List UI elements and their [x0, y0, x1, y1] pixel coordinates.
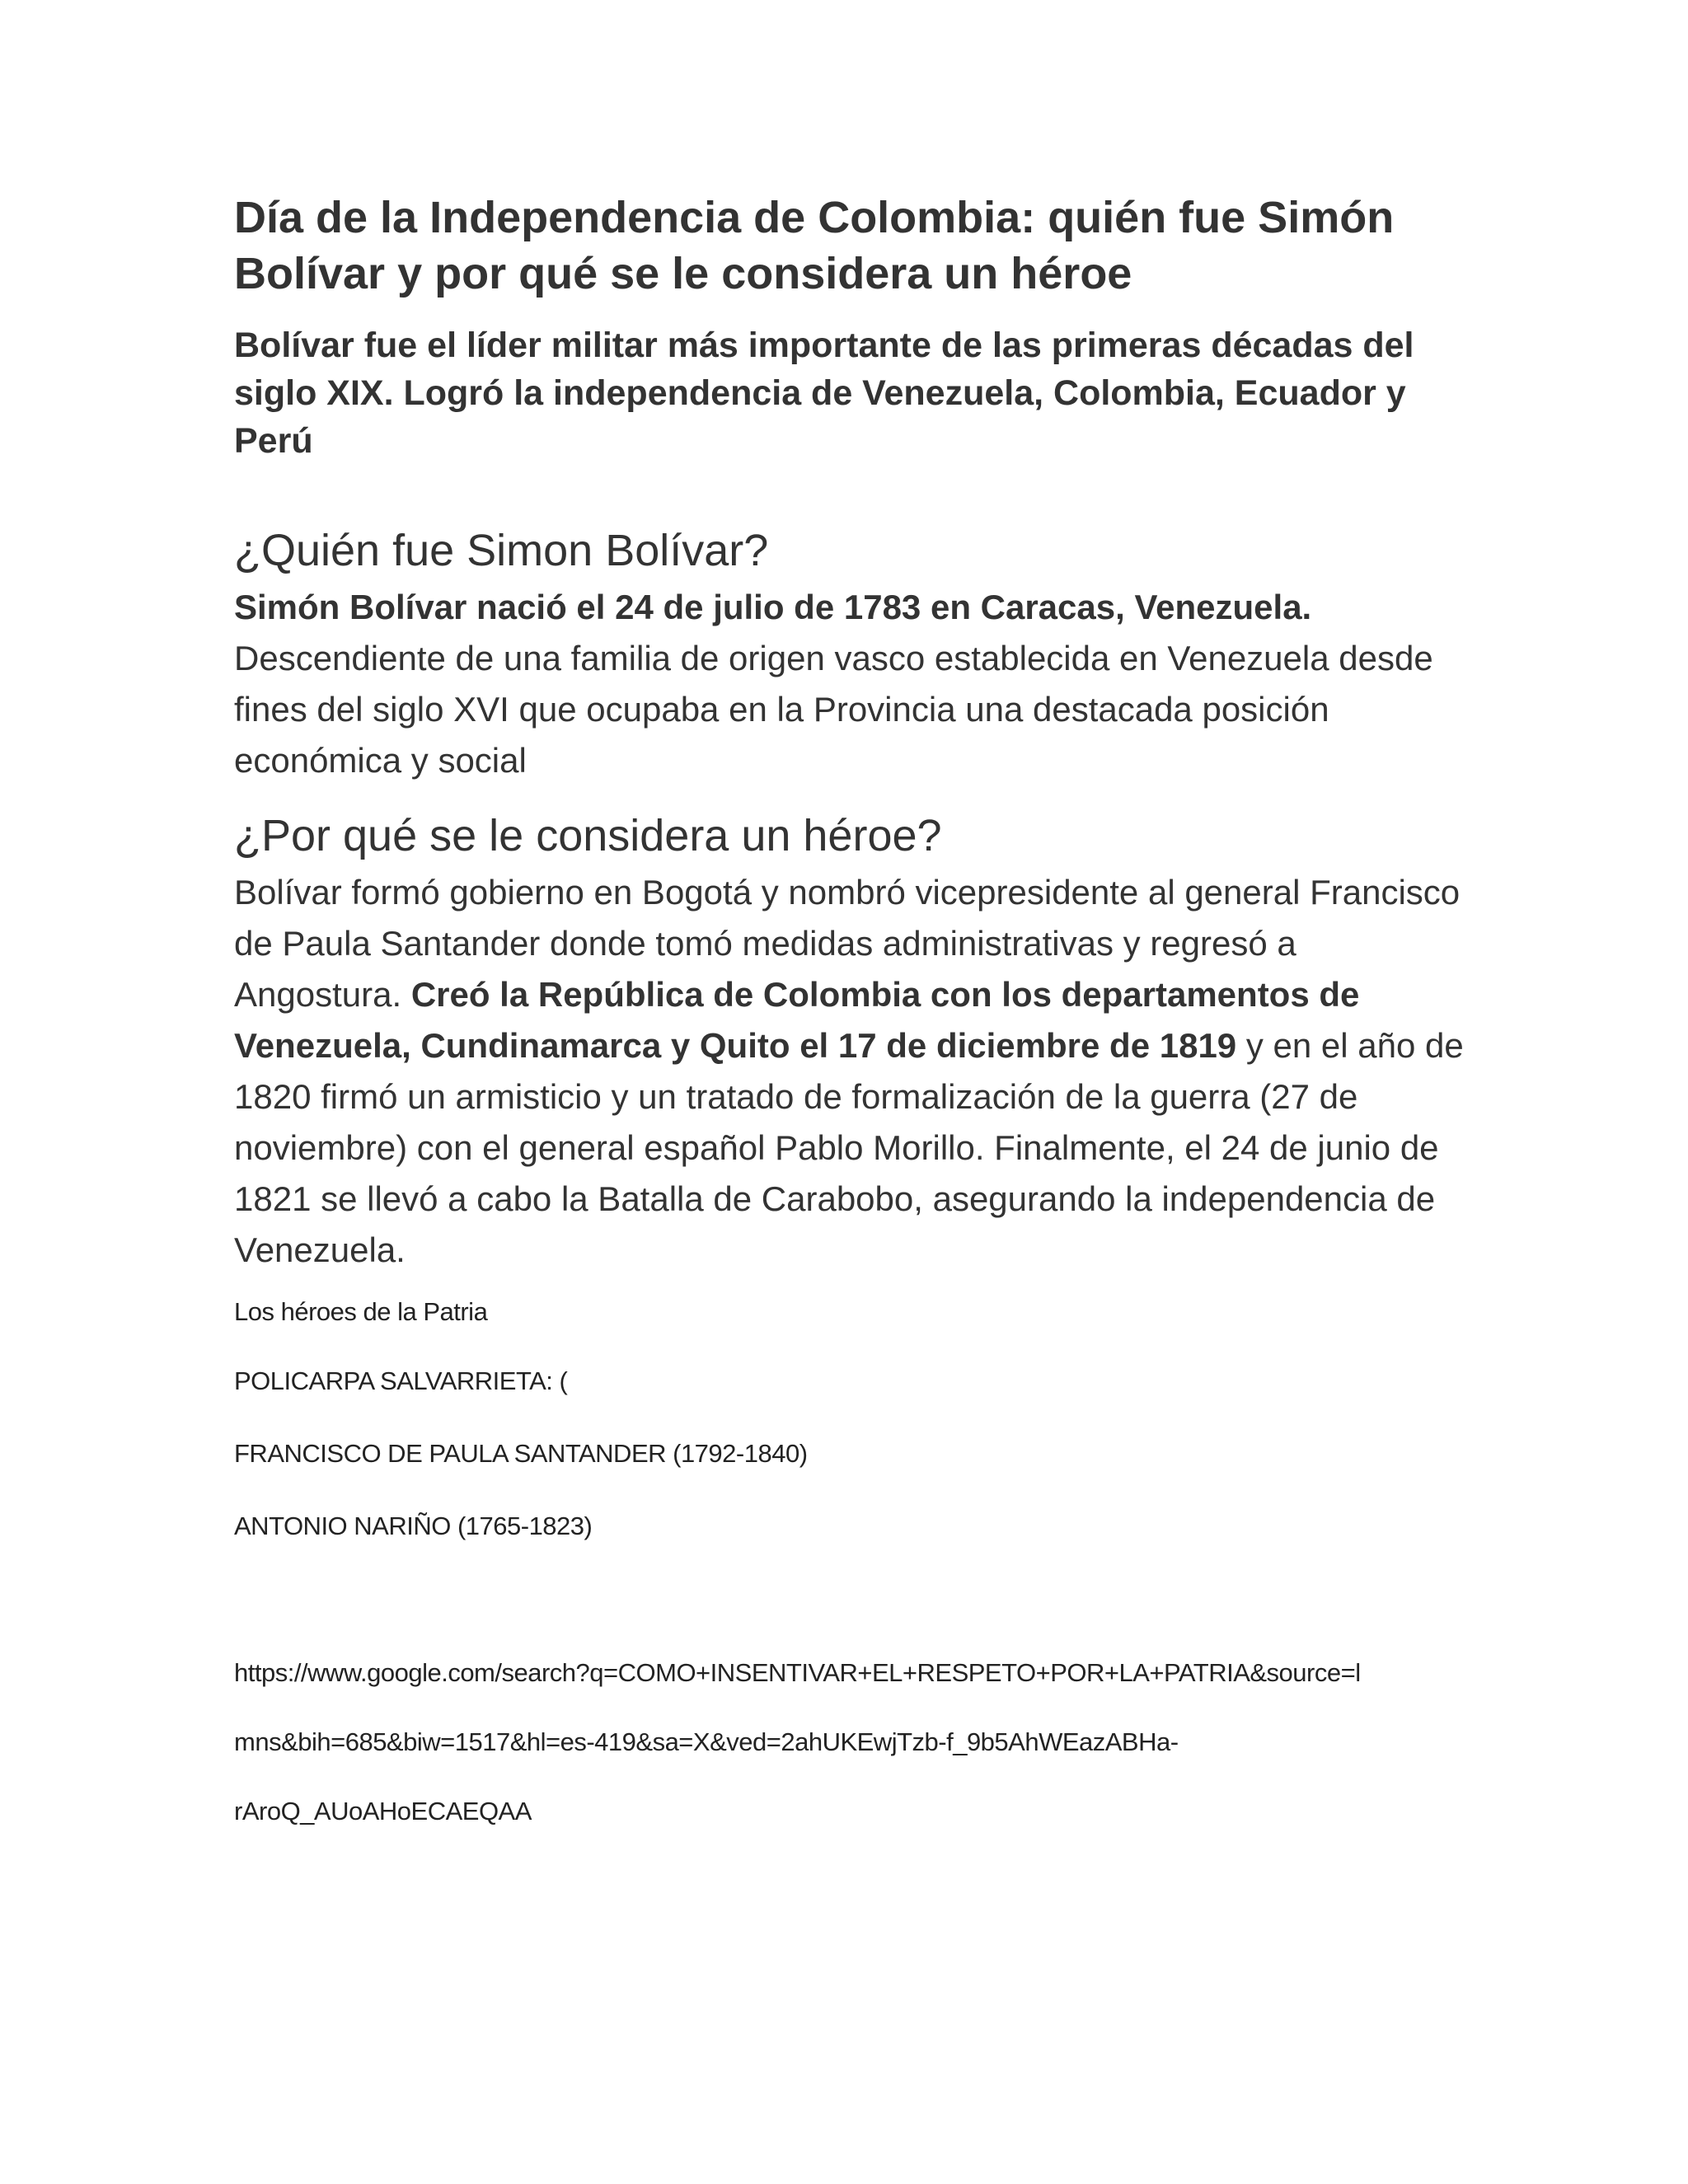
section-paragraph-hero: [234, 867, 1470, 1276]
government-text: Bolívar formó gobierno en Bogotá y nombró vicepresidente al general Francisco de Paula Santander donde tomó medidas administrativas y regresó a Angostura.: [234, 873, 1461, 1014]
article-title: Día de la Independencia de Colombia: quién fue Simón Bolívar y por qué se le considera un héroe: [234, 193, 1395, 298]
section-heading-hero: ¿Por qué se le considera un héroe?: [234, 811, 942, 860]
armistice-text: y en el año de 1820 firmó un armisticio y un tratado de formalización de la guerra (27 de noviembre) con el general español Pablo Morillo. Finalmente, el 24 de junio de 1821 se llevó a cabo la Batalla de Carabobo, asegurando la independencia de Venezuela.: [234, 1026, 1464, 1269]
heroes-heading: Los héroes de la Patria: [234, 1297, 488, 1326]
source-url-line: rAroQ_AUoAHoECAEQAA: [234, 1797, 532, 1825]
source-url-line: https://www.google.com/search?q=COMO+INSENTIVAR+EL+RESPETO+POR+LA+PATRIA&source=l: [234, 1658, 1361, 1687]
birth-statement: Simón Bolívar nació el 24 de julio de 1783 en Caracas, Venezuela.: [234, 588, 1312, 626]
document-content: [234, 190, 1470, 1828]
section-heading-who: ¿Quién fue Simon Bolívar?: [234, 526, 769, 575]
section-paragraph-who: [234, 582, 1470, 786]
hero-item: POLICARPA SALVARRIETA: (: [234, 1366, 568, 1395]
family-description: Descendiente de una familia de origen vasco establecida en Venezuela desde fines del siglo XVI que ocupaba en la Provincia una destacada posición económica y social: [234, 639, 1433, 780]
source-url-line: mns&bih=685&biw=1517&hl=es-419&sa=X&ved=2ahUKEwjTzb-f_9b5AhWEazABHa-: [234, 1727, 1179, 1756]
article-subtitle: Bolívar fue el líder militar más importante de las primeras décadas del siglo XIX. Logró la independencia de Venezuela, Colombia, Ecuador y Perú: [234, 326, 1414, 461]
hero-item: FRANCISCO DE PAULA SANTANDER (1792-1840): [234, 1439, 808, 1468]
republic-statement: Creó la República de Colombia con los departamentos de Venezuela, Cundinamarca y Quito el 17 de diciembre de 1819: [234, 975, 1360, 1065]
hero-item: ANTONIO NARIÑO (1765-1823): [234, 1511, 593, 1540]
source-url: [234, 1657, 1470, 1828]
